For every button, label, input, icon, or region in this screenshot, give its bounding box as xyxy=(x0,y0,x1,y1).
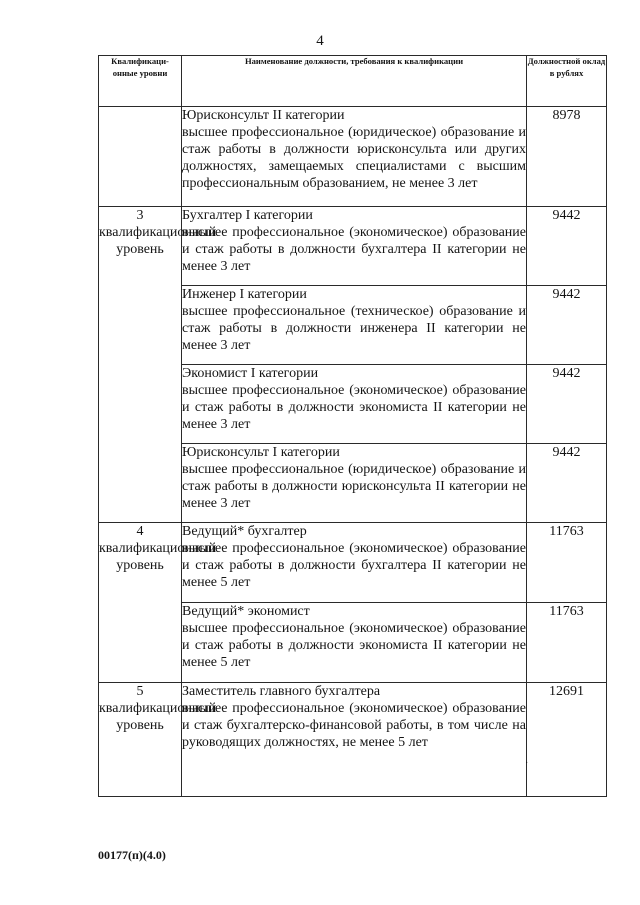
position-title: Ведущий* экономист xyxy=(182,604,310,619)
salary-cell: 11763 xyxy=(527,523,607,603)
level-cell xyxy=(99,286,182,365)
header-qualification-levels: Квалификаци-онные уровни xyxy=(99,56,182,107)
position-cell xyxy=(182,603,527,683)
position-title: Экономист I категории xyxy=(182,366,319,381)
level-cell xyxy=(99,365,182,444)
table-row xyxy=(99,107,607,207)
position-cell xyxy=(182,523,527,603)
salary-cell: 9442 xyxy=(527,365,607,444)
position-cell xyxy=(182,107,527,207)
document-code: 00177(п)(4.0) xyxy=(98,848,166,862)
position-requirements: высшее профессиональное (экономическое) образование и стаж работы в должности бухгалтера II категории не менее 5 лет xyxy=(182,541,526,590)
header-salary: Должностной оклад в рублях xyxy=(527,56,607,107)
position-requirements: высшее профессиональное (юридическое) образование и стаж работы в должности юрисконсульта или других должностях, замещаемых специалистами с высшим профессиональным образованием, не менее 3 лет xyxy=(182,125,526,191)
position-requirements: высшее профессиональное (экономическое) образование и стаж работы в должности бухгалтера II категории не менее 3 лет xyxy=(182,225,526,274)
position-requirements: высшее профессиональное (экономическое) образование и стаж работы в должности экономиста II категории не менее 3 лет xyxy=(182,383,526,432)
salary-cell: 9442 xyxy=(527,207,607,286)
position-title: Юрисконсульт I категории xyxy=(182,445,340,460)
level-cell xyxy=(99,107,182,207)
level-cell: 3 квалификационный уровень xyxy=(99,207,182,286)
position-requirements: высшее профессиональное (экономическое) образование и стаж работы в должности экономиста II категории не менее 5 лет xyxy=(182,621,526,670)
position-cell xyxy=(182,207,527,286)
page-number: 4 xyxy=(316,33,324,49)
position-cell xyxy=(182,683,527,797)
table-row xyxy=(99,603,607,683)
table-row xyxy=(99,444,607,523)
salary-cell: 8978 xyxy=(527,107,607,207)
position-title: Инженер I категории xyxy=(182,287,307,302)
table-row xyxy=(99,683,607,797)
level-cell: 4 квалификационный уровень xyxy=(99,523,182,603)
table-header-row xyxy=(99,56,607,107)
salary-cell: 9442 xyxy=(527,286,607,365)
level-cell: 5 квалификационный уровень xyxy=(99,683,182,797)
scan-speck: · xyxy=(525,758,529,769)
level-cell xyxy=(99,603,182,683)
position-cell xyxy=(182,444,527,523)
header-position-name: Наименование должности, требования к квалификации xyxy=(182,56,527,107)
position-requirements: высшее профессиональное (юридическое) образование и стаж работы в должности юрисконсульта II категории не менее 3 лет xyxy=(182,462,526,511)
table-row xyxy=(99,365,607,444)
salary-cell: 11763 xyxy=(527,603,607,683)
position-requirements: высшее профессиональное (экономическое) образование и стаж бухгалтерско-финансовой работы, в том числе на руководящих должностях, не менее 5 лет xyxy=(182,701,526,750)
level-cell xyxy=(99,444,182,523)
salary-cell: 9442 xyxy=(527,444,607,523)
table-row xyxy=(99,286,607,365)
position-title: Заместитель главного бухгалтера xyxy=(182,684,381,699)
salary-cell: 12691 xyxy=(527,683,607,797)
table-row xyxy=(99,207,607,286)
position-title: Бухгалтер I категории xyxy=(182,208,313,223)
position-title: Ведущий* бухгалтер xyxy=(182,524,307,539)
position-requirements: высшее профессиональное (техническое) образование и стаж работы в должности инженера II категории не менее 3 лет xyxy=(182,304,526,353)
table-row xyxy=(99,523,607,603)
qualification-table xyxy=(98,55,607,797)
position-title: Юрисконсульт II категории xyxy=(182,108,345,123)
position-cell xyxy=(182,365,527,444)
position-cell xyxy=(182,286,527,365)
